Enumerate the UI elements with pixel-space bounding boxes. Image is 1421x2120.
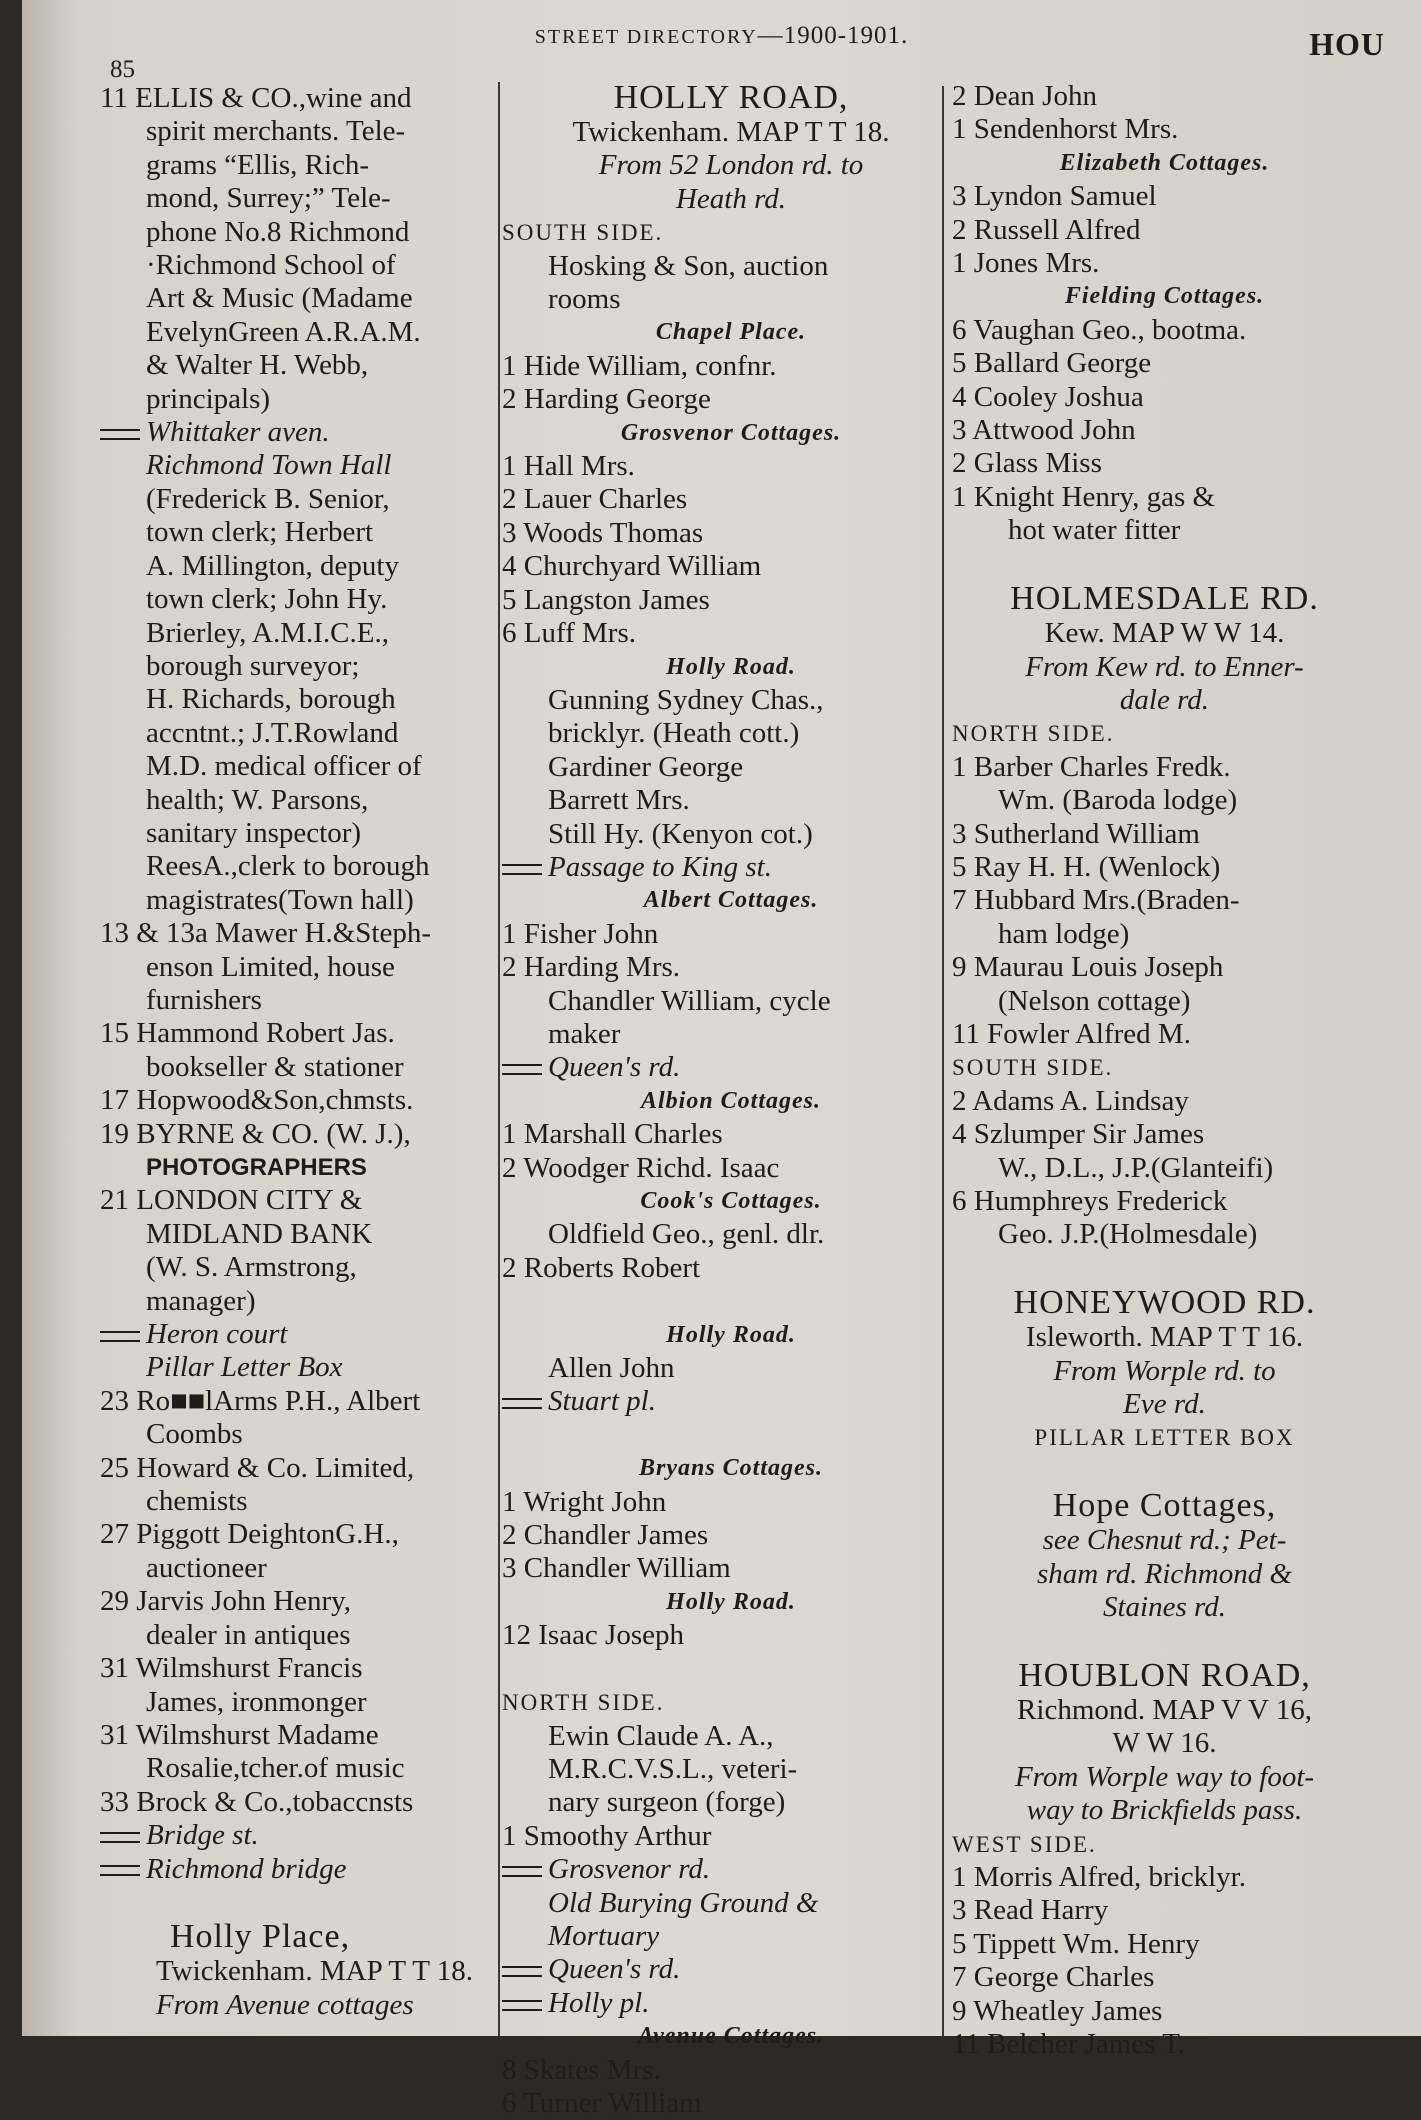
directory-entry: Heath rd.: [675, 182, 787, 215]
directory-entry: principals): [146, 382, 271, 415]
directory-entry: 8 Skates Mrs.: [502, 2053, 661, 2086]
directory-entry: Allen John: [548, 1352, 675, 1385]
directory-entry: [502, 1419, 960, 1452]
directory-entry: dealer in antiques: [146, 1618, 351, 1651]
subsection-heading: Avenue Cottages.: [637, 2023, 825, 2050]
directory-entry: Kew. MAP W W 14.: [1044, 617, 1285, 650]
directory-entry: 1 Morris Alfred, bricklyr.: [952, 1860, 1246, 1893]
directory-entry: dale rd.: [1119, 683, 1210, 716]
street-heading: Hope Cottages,: [1052, 1487, 1277, 1525]
side-label: WEST SIDE.: [952, 1831, 1097, 1857]
directory-entry: 1 Fisher John: [502, 917, 659, 950]
directory-entry: 3 Attwood John: [952, 414, 1136, 447]
directory-entry: 15 Hammond Robert Jas.: [100, 1017, 395, 1050]
directory-entry: 3 Sutherland William: [952, 817, 1200, 850]
street-heading: HOLMESDALE RD.: [1010, 580, 1319, 618]
directory-entry: 1 Hall Mrs.: [502, 450, 635, 483]
directory-entry: 33 Brock & Co.,tobaccnsts: [100, 1785, 414, 1818]
directory-entry: 6 Turner William: [502, 2086, 702, 2119]
subsection-heading: Chapel Place.: [655, 319, 807, 346]
directory-entry: spirit merchants. Tele-: [146, 115, 406, 148]
directory-entry: 2 Lauer Charles: [502, 483, 688, 516]
directory-entry: hot water fitter: [1008, 514, 1181, 547]
cross-street: [100, 416, 515, 449]
directory-entry: EvelynGreen A.R.A.M.: [146, 315, 421, 348]
directory-entry: 27 Piggott DeightonG.H.,: [100, 1518, 399, 1551]
directory-entry: (Frederick B. Senior,: [146, 482, 390, 515]
directory-entry: MIDLAND BANK: [146, 1217, 373, 1250]
directory-entry: 2 Roberts Robert: [502, 1251, 701, 1284]
directory-entry: W., D.L., J.P.(Glanteifi): [998, 1151, 1274, 1184]
cross-street-name: Bridge st.: [146, 1819, 259, 1852]
directory-entry: W W 16.: [1112, 1727, 1217, 1760]
directory-entry: 5 Langston James: [502, 583, 710, 616]
cross-street-name: Heron court: [146, 1318, 288, 1351]
directory-entry: Ewin Claude A. A.,: [548, 1719, 774, 1752]
directory-entry: health; W. Parsons,: [146, 783, 369, 816]
directory-entry: 7 George Charles: [952, 1961, 1155, 1994]
directory-entry: 17 Hopwood&Son,chmsts.: [100, 1084, 414, 1117]
directory-entry: 9 Wheatley James: [952, 1994, 1163, 2027]
subsection-heading: Fielding Cottages.: [1064, 283, 1265, 310]
directory-entry: Old Burying Ground &: [548, 1886, 819, 1919]
directory-entry: 2 Harding George: [502, 383, 711, 416]
subsection-heading: Cook's Cottages.: [640, 1188, 822, 1214]
directory-entry: Pillar Letter Box: [146, 1351, 343, 1384]
directory-entry: Mortuary: [548, 1919, 660, 1952]
directory-entry: auctioneer: [146, 1551, 267, 1584]
directory-entry: way to Brickfields pass.: [1026, 1794, 1303, 1827]
directory-entry: (Nelson cottage): [998, 984, 1191, 1017]
directory-entry: 19 BYRNE & CO. (W. J.),: [100, 1117, 411, 1150]
directory-entry: enson Limited, house: [146, 950, 395, 983]
directory-entry: Geo. J.P.(Holmesdale): [998, 1218, 1258, 1251]
directory-entry: manager): [146, 1284, 256, 1317]
side-label: SOUTH SIDE.: [502, 220, 664, 246]
street-heading: Holly Place,: [170, 1918, 351, 1956]
cross-street-marker: [502, 1051, 548, 1084]
directory-entry: 3 Woods Thomas: [502, 516, 704, 549]
subsection-heading: Albert Cottages.: [643, 887, 819, 914]
directory-entry: 3 Lyndon Samuel: [952, 180, 1157, 213]
directory-entry: mond, Surrey;” Tele-: [146, 182, 391, 215]
directory-entry: Coombs: [146, 1418, 243, 1451]
directory-entry: 2 Dean John: [952, 80, 1097, 112]
directory-entry: Twickenham. MAP T T 18.: [156, 1955, 473, 1988]
directory-entry: town clerk; John Hy.: [146, 583, 388, 616]
subsection-heading: Holly Road.: [666, 1321, 796, 1348]
directory-entry: [502, 1285, 960, 1318]
cross-street-name: Richmond bridge: [146, 1852, 347, 1885]
directory-entry: borough surveyor;: [146, 649, 360, 682]
directory-entry: [952, 1252, 1377, 1285]
cross-street-marker: [502, 851, 548, 884]
directory-entry: 2 Woodger Richd. Isaac: [502, 1151, 780, 1184]
directory-entry: 5 Ballard George: [952, 347, 1152, 380]
directory-entry: From Kew rd. to Enner-: [1025, 650, 1304, 683]
page-number: 85: [110, 56, 135, 83]
cross-street-name: Queen's rd.: [548, 1953, 681, 1986]
directory-entry: accntnt.; J.T.Rowland: [146, 716, 399, 749]
directory-entry: phone No.8 Richmond: [146, 215, 410, 248]
cross-street: [502, 1853, 960, 1886]
cross-street-name: Queen's rd.: [548, 1051, 681, 1084]
directory-entry: 23 Ro■■lArms P.H., Albert: [100, 1384, 421, 1417]
cross-street-name: Whittaker aven.: [146, 416, 330, 449]
directory-entry: ReesA.,clerk to borough: [146, 850, 430, 883]
directory-entry: Wm. (Baroda lodge): [998, 784, 1238, 817]
directory-entry: From Avenue cottages: [156, 1988, 414, 2021]
directory-entry: 1 Smoothy Arthur: [502, 1819, 712, 1852]
page-header: [22, 20, 1421, 60]
directory-entry: Richmond. MAP V V 16,: [1017, 1693, 1312, 1726]
directory-entry: [952, 1624, 1377, 1657]
cross-street-marker: [100, 1318, 146, 1351]
directory-entry: Twickenham. MAP T T 18.: [572, 116, 890, 148]
directory-entry: 5 Ray H. H. (Wenlock): [952, 850, 1221, 883]
subsection-heading: Grosvenor Cottages.: [620, 419, 842, 446]
directory-entry: 2 Adams A. Lindsay: [952, 1084, 1189, 1117]
cross-street: [100, 1853, 515, 1886]
directory-entry: Isleworth. MAP T T 16.: [1025, 1321, 1304, 1354]
directory-entry: Gardiner George: [548, 750, 744, 783]
directory-entry: nary surgeon (forge): [548, 1786, 786, 1819]
directory-entry: 4 Szlumper Sir James: [952, 1118, 1205, 1151]
directory-entry: 25 Howard & Co. Limited,: [100, 1451, 415, 1484]
cross-street-marker: [100, 1819, 146, 1852]
directory-entry: M.R.C.V.S.L., veteri-: [548, 1752, 798, 1785]
directory-entry: 13 & 13a Mawer H.&Steph-: [100, 917, 432, 950]
directory-entry: town clerk; Herbert: [146, 516, 374, 549]
subsection-heading: Holly Road.: [666, 653, 796, 680]
directory-entry: ham lodge): [998, 917, 1130, 950]
directory-entry: 6 Luff Mrs.: [502, 617, 636, 650]
directory-entry: Richmond Town Hall: [146, 449, 392, 482]
directory-entry: (W. S. Armstrong,: [146, 1251, 357, 1284]
directory-entry: 1 Jones Mrs.: [952, 247, 1100, 280]
directory-entry: 31 Wilmshurst Madame: [100, 1718, 379, 1751]
directory-entry: 2 Russell Alfred: [952, 213, 1141, 246]
cross-street-name: Passage to King st.: [548, 850, 772, 883]
subsection-heading: Holly Road.: [666, 1588, 796, 1615]
directory-entry: Barrett Mrs.: [548, 784, 690, 817]
directory-entry: Hosking & Son, auction: [548, 249, 829, 282]
directory-entry: [952, 548, 1377, 581]
directory-entry: Gunning Sydney Chas.,: [548, 683, 824, 716]
directory-entry: 1 Knight Henry, gas &: [952, 480, 1216, 513]
directory-entry: 4 Churchyard William: [502, 550, 762, 583]
directory-entry: PHOTOGRAPHERS: [146, 1154, 367, 1181]
directory-entry: 1 Sendenhorst Mrs.: [952, 113, 1179, 146]
directory-entry: magistrates(Town hall): [146, 883, 414, 916]
directory-entry: 11 Fowler Alfred M.: [952, 1017, 1191, 1050]
cross-street: [502, 1385, 960, 1418]
directory-entry: sanitary inspector): [146, 816, 362, 849]
directory-entry: A. Millington, deputy: [146, 549, 399, 582]
directory-entry: James, ironmonger: [146, 1685, 367, 1718]
directory-entry: 21 LONDON CITY &: [100, 1184, 363, 1217]
directory-entry: 1 Marshall Charles: [502, 1118, 723, 1151]
cross-street: [502, 1987, 960, 2020]
street-heading: HOUBLON ROAD,: [1018, 1656, 1311, 1694]
cross-street-marker: [502, 1385, 548, 1418]
directory-entry: 29 Jarvis John Henry,: [100, 1585, 352, 1618]
cross-street: [100, 1819, 515, 1852]
directory-entry: 2 Harding Mrs.: [502, 951, 681, 984]
directory-entry: 11 Belcher James T.: [952, 2027, 1186, 2060]
directory-entry: 6 Vaughan Geo., bootma.: [952, 313, 1247, 346]
directory-entry: rooms: [548, 283, 621, 316]
column-middle: [502, 80, 960, 2120]
directory-entry: 31 Wilmshurst Francis: [100, 1652, 363, 1685]
cross-street: [502, 1953, 960, 1986]
directory-entry: Brierley, A.M.I.C.E.,: [146, 616, 389, 649]
directory-entry: Chandler William, cycle: [548, 984, 831, 1017]
cross-street-marker: [502, 1853, 548, 1886]
entry-text: 11 ELLIS & CO.,wine and: [100, 82, 412, 114]
directory-entry: 1 Wright John: [502, 1485, 667, 1518]
directory-entry: bricklyr. (Heath cott.): [548, 717, 800, 750]
directory-entry: sham rd. Richmond &: [1036, 1557, 1293, 1590]
directory-entry: 6 Humphreys Frederick: [952, 1185, 1228, 1217]
page-title: [22, 22, 1421, 50]
directory-entry: Still Hy. (Kenyon cot.): [548, 817, 813, 850]
directory-entry: 9 Maurau Louis Joseph: [952, 951, 1224, 984]
side-label: NORTH SIDE.: [952, 721, 1115, 747]
directory-entry: Rosalie,tcher.of music: [146, 1752, 405, 1785]
directory-entry: From Worple rd. to: [1053, 1354, 1276, 1387]
subsection-heading: Albion Cottages.: [640, 1087, 822, 1114]
directory-entry: see Chesnut rd.; Pet-: [1042, 1524, 1287, 1557]
cross-street-marker: [100, 416, 146, 449]
street-heading: HONEYWOOD RD.: [1013, 1284, 1316, 1322]
title-suffix: —1900-1901.: [757, 22, 909, 49]
directory-entry: [952, 1455, 1377, 1488]
side-label: PILLAR LETTER BOX: [1034, 1425, 1295, 1451]
directory-entry: 4 Cooley Joshua: [952, 380, 1144, 413]
section-abbrev: HOU: [1309, 26, 1385, 62]
directory-entry: Staines rd.: [1103, 1591, 1226, 1624]
cross-street: [502, 1051, 960, 1084]
cross-street-marker: [502, 1987, 548, 2020]
directory-entry: From Worple way to foot-: [1014, 1760, 1315, 1793]
title-prefix: STREET DIRECTORY: [534, 26, 758, 48]
cross-street-name: Grosvenor rd.: [548, 1853, 711, 1886]
directory-entry: bookseller & stationer: [146, 1050, 404, 1083]
directory-entry: 2 Glass Miss: [952, 447, 1102, 480]
cross-street: [502, 851, 960, 884]
column-left: [100, 82, 515, 2022]
directory-entry: 7 Hubbard Mrs.(Braden-: [952, 884, 1240, 917]
directory-entry: [502, 1653, 960, 1686]
subsection-heading: Elizabeth Cottages.: [1059, 149, 1270, 176]
directory-page: [22, 0, 1421, 2119]
column-right: [952, 80, 1377, 2061]
directory-entry: Art & Music (Madame: [146, 282, 413, 315]
subsection-heading: Bryans Cottages.: [638, 1455, 824, 1482]
directory-entry: furnishers: [146, 983, 262, 1016]
cross-street-name: Stuart pl.: [548, 1385, 656, 1418]
cross-street-marker: [502, 1953, 548, 1986]
side-label: SOUTH SIDE.: [952, 1055, 1114, 1081]
cross-street: [100, 1318, 515, 1351]
directory-entry: chemists: [146, 1485, 248, 1518]
directory-entry: & Walter H. Webb,: [146, 349, 369, 382]
directory-entry: M.D. medical officer of: [146, 750, 422, 783]
directory-entry: 12 Isaac Joseph: [502, 1619, 685, 1652]
directory-entry: 3 Read Harry: [952, 1894, 1109, 1927]
directory-entry: Oldfield Geo., genl. dlr.: [548, 1218, 825, 1251]
directory-entry: Eve rd.: [1123, 1388, 1206, 1421]
directory-entry: 5 Tippett Wm. Henry: [952, 1927, 1200, 1960]
street-heading: HOLLY ROAD,: [613, 79, 849, 116]
directory-entry: 2 Chandler James: [502, 1519, 709, 1552]
cross-street-marker: [100, 1853, 146, 1886]
cross-street-name: Holly pl.: [548, 1986, 650, 2019]
directory-entry: 3 Chandler William: [502, 1552, 731, 1585]
directory-entry: From 52 London rd. to: [598, 149, 864, 182]
directory-entry: 1 Barber Charles Fredk.: [952, 750, 1231, 783]
directory-entry: [100, 1886, 515, 1919]
directory-entry: maker: [548, 1017, 621, 1050]
directory-entry: 1 Hide William, confnr.: [502, 349, 777, 382]
directory-entry: grams “Ellis, Rich-: [146, 148, 370, 181]
directory-entry: ·Richmond School of: [146, 249, 396, 282]
directory-entry: H. Richards, borough: [146, 683, 396, 716]
side-label: NORTH SIDE.: [502, 1690, 665, 1716]
directory-entry: [100, 82, 515, 115]
